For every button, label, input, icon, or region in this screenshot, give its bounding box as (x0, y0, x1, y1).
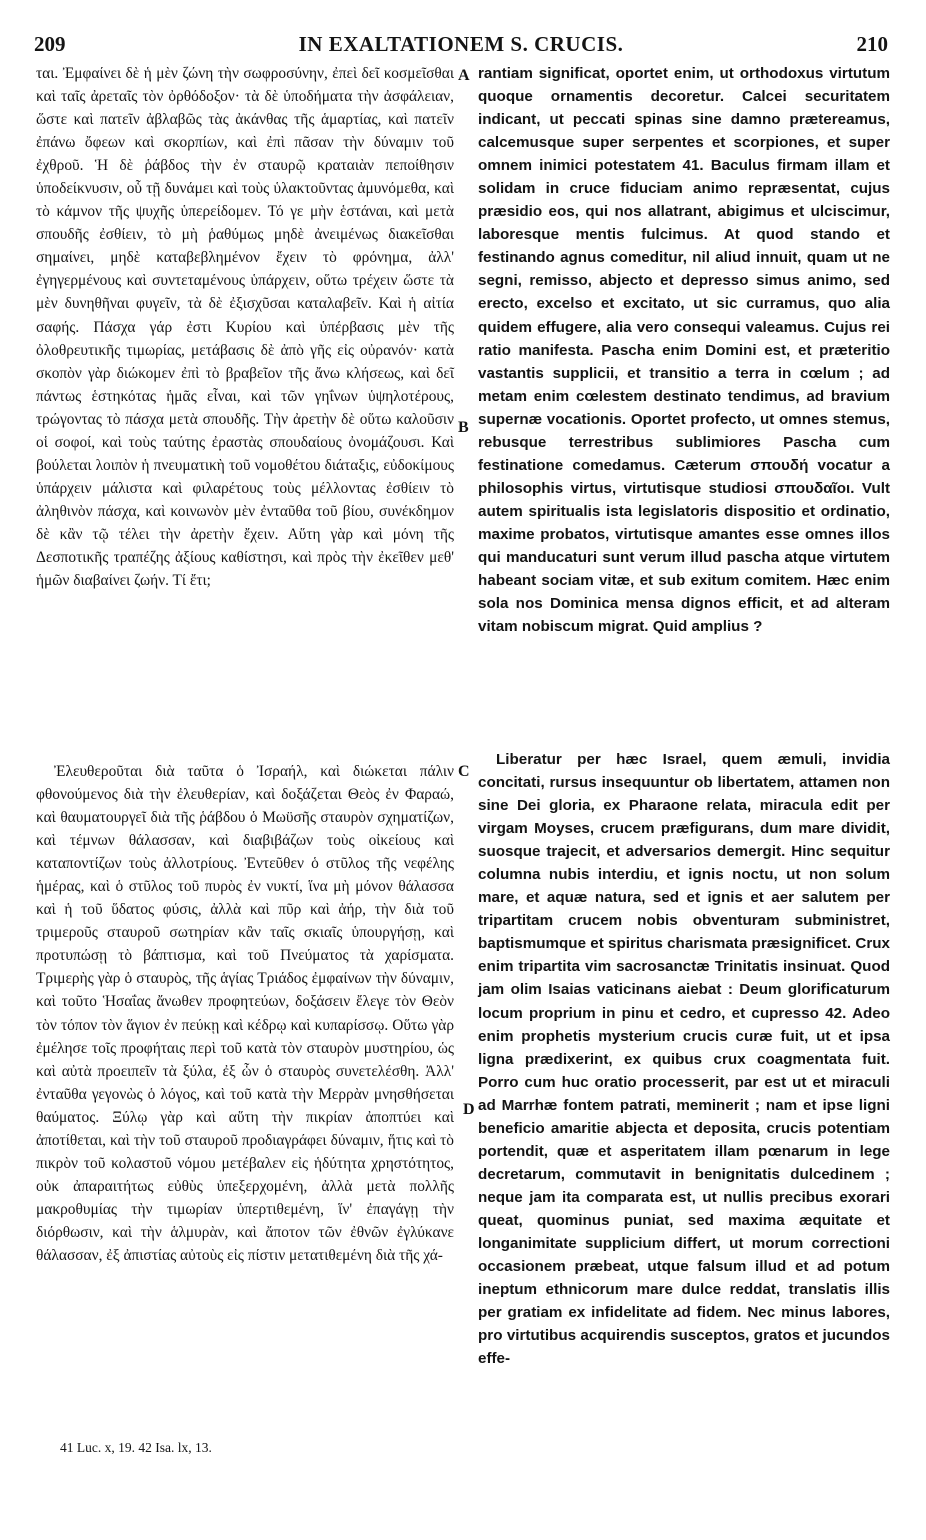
running-title: IN EXALTATIONEM S. CRUCIS. (298, 32, 624, 56)
latin-column-top (478, 62, 890, 638)
margin-letter-a: A (458, 67, 470, 84)
greek-paragraph-2: Ἐλευθεροῦται διὰ ταῦτα ὁ Ἰσραήλ, καὶ διώκεται πάλιν φθονούμενος διὰ τὴν ἐλευθερίαν, καὶ δοξάζεται Θεὸς ἐν Φαραώ, καὶ θαυματουργεῖ διὰ τῆς ῥάβδου ὁ Μωϋσῆς σταυρὸν σχηματίζων, καὶ τέμνων θάλασσαν, καὶ διαβιβάζων τοὺς οἰκείους καὶ καταποντίζων τοὺς ἀλλοτρίους. Ἐντεῦθεν ὁ στῦλος τῆς νεφέλης ἡμέρας, καὶ ὁ στῦλος τοῦ πυρὸς ἐν νυκτί, ἵνα μὴ μόνον θάλασσα καὶ ἡ τοῦ ὕδατος φύσις, ἀλλὰ καὶ πῦρ καὶ ἀήρ, τὴν διὰ τοῦ τριμεροῦς σταυροῦ σωτηρίαν κἂν ταῖς σκιαῖς ὑπουργήσῃ, καὶ προτυπώσῃ τὸ βάπτισμα, καὶ τοῦ Πνεύματος τὰ χαρίσματα. Τριμερὴς γὰρ ὁ σταυρὸς, τῆς ἁγίας Τριάδος ἐμφαίνων τὴν δύναμιν, καὶ τοῦτο Ἡσαΐας ἄνωθεν προφητεύων, δοξάσειν ἔλεγε τὸν Θεὸν τὸν τόπον τὸν ἅγιον ἐν πεύκῃ καὶ κέδρῳ καὶ κυπαρίσσῳ. Οὕτω γὰρ ἐμέλησε τοῖς προφήταις περὶ τοῦ κατὰ τὸν σταυρὸν μυστηρίου, ὡς καὶ αὐτὰ προειπεῖν τὰ ξύλα, ἐξ ὧν ὁ σταυρὸς συνετελέσθη. Ἀλλ' ἐνταῦθα γεγονὼς ὁ λόγος, καὶ τοῦ κατὰ τὴν Μερρὰν μνησθήσεται θαύματος. Ξύλῳ γὰρ καὶ αὕτη τὴν πικρίαν ἀποπτύει καὶ ἀποτίθεται, καὶ τὴν τοῦ σταυροῦ προδιαγράφει δύναμιν, ἥτις καὶ τὸ πικρὸν τοῦ κολαστοῦ νόμου μετέβαλεν εἰς ἡδύτητα χρηστότητος, οὐκ ἀπαραιτήτως εὐθὺς ὑπεξερχομένη, ἀλλὰ μετὰ πολλῆς μακροθυμίας τὴν τιμωρίαν ὑπερτιθεμένη, ἵν' ἐπαγάγῃ τὴν διόρθωσιν, καὶ τὴν ἁλμυρὰν, καὶ ἄποτον τῶν ἐθνῶν ἐγλύκανε θάλασσαν, ἐξ ἀπιστίας αὐτοὺς εἰς πίστιν μετατιθεμένη διὰ τῆς χά- (36, 763, 454, 1264)
greek-column-bottom (36, 760, 454, 1267)
page-header (34, 30, 888, 58)
footnotes: 41 Luc. x, 19. 42 Isa. lx, 13. (60, 1440, 212, 1455)
page-number-left: 209 (34, 32, 66, 56)
margin-letter-d: D (463, 1101, 475, 1118)
margin-letter-c: C (458, 763, 470, 780)
page-number-right: 210 (856, 32, 888, 56)
latin-paragraph-2: Liberatur per hæc Israel, quem æmuli, invidia concitati, rursus insequuntur ob libertatem, attamen non sine Dei gloria, ex Pharaone relata, miracula edit per virgam Moyses, crucem præfigurans, dum mare dividit, suosque trajecit, et adversarios demergit. Hinc sequitur columna nubis interdiu, et ignis noctu, ut non solum mare, et aquæ natura, sed et ignis et aer salutem per tripartitam crucem nobis obventuram subministret, baptismumque et spiritus charismata præsignificet. Crux enim tripartita vim sacrosanctæ Trinitatis insinuat. Quod jam olim Isaias vaticinans aiebat : Deum glorificaturum locum proprium in pinu et cedro, et cupresso 42. Adeo enim prophetis mysterium crucis curæ fuit, ut et ipsa ligna prædixerint, ex quibus crux coagmentata fuit. Porro cum huc oratio processerit, par est ut et miraculi ad Marrhæ fontem patrati, meminerit ; nam et ipse ligni beneficio amaritie abjecta et deposita, crucis potentiam portendit, quæ et asperitatem illam pœnarum in lege decretarum, commutavit in benignitatis dulcedinem ; neque jam ita comparata est, ut nullis precibus exorari queat, quominus puniat, sed maxima æquitate et longanimitate supplicium differt, ut morum correctioni occasionem præbeat, utque falsum illud et ad potum ineptum ethnicorum mare dulce reddat, translatis illis per gratiam ex infidelitate ad fidem. Nec minus labores, pro virtutibus acquirendis susceptos, gratos et jucundos effe- (478, 751, 890, 1368)
greek-paragraph-1: ται. Ἐμφαίνει δὲ ἡ μὲν ζώνη τὴν σωφροσύνην, ἐπεὶ δεῖ κοσμεῖσθαι καὶ ταῖς ἀρεταῖς τὸν ὀρθόδοξον· τὰ δὲ ὑποδήματα τὴν ἀσφάλειαν, ὥστε καὶ πατεῖν ἀβλαβῶς τὰς ἀκάνθας τῆς ἁμαρτίας, καὶ πατεῖν ἐπάνω ὄφεων καὶ σκορπίων, καὶ ἐπὶ πᾶσαν τὴν δύναμιν τοῦ ἐχθροῦ. Ἡ δὲ ῥάβδος τὴν ἐν σταυρῷ κραταιὰν πεποίθησιν ὑποδείκνυσιν, οὗ τῇ δυνάμει καὶ τοὺς ὑλακτοῦντας ἀμυνόμεθα, καὶ τὸ κάμνον τῆς ψυχῆς ὑπερείδομεν. Τό γε μὴν ἑστάναι, καὶ μετὰ σπουδῆς ἐσθίειν, τὸ μὴ ῥαθύμως μηδὲ ἀνειμένως διακεῖσθαι σημαίνει, μηδὲ καταβεβλημένον ἔχειν τὸ φρόνημα, ἀλλ' ἐγηγερμένους καὶ συντεταμένους ὑπάρχειν, οὕτω τρέχειν ὥστε τὰ μὲν δυνηθῆναι φυγεῖν, τὰ δὲ ἐξισχῦσαι καταλαβεῖν. Καὶ ἡ αἰτία σαφής. Πάσχα γάρ ἐστι Κυρίου καὶ ὑπέρβασις μὲν τῆς ὀλοθρευτικῆς τιμωρίας, μετάβασις δὲ ἀπὸ γῆς εἰς οὐρανόν· κατὰ σκοπὸν γὰρ διώκομεν ἐπὶ τὸ βραβεῖον τῆς ἄνω κλήσεως, καὶ δεῖ πάντως ἑστηκότας ἡμᾶς εἶναι, καὶ τῶν γηΐνων ὑψηλοτέρους, τρώγοντας τὸ πάσχα μετὰ σπουδῆς. Τὴν ἀρετὴν δὲ οὕτω καλοῦσιν οἱ σοφοί, καὶ τοὺς ταύτης ἐραστὰς σπουδαίους ὀνομάζουσι. Καὶ βούλεται λοιπὸν ἡ πνευματικὴ τοῦ νομοθέτου διάταξις, εὐδοκίμους ὑπάρχειν μάλιστα καὶ φιλαρέτους τοὺς μέλλοντας ἐσθίειν τὸ ἀληθινὸν πάσχα, καὶ κοινωνὸν μὲν ἐνταῦθα τοῦ βίου, συνέκδημον δὲ κἂν τῷ τέλει τὴν ἀρετὴν ἔχειν. Αὕτη γὰρ καὶ μόνη τῆς Δεσποτικῆς τραπέζης ἀξίους καθίστησι, καὶ πρὸς τὴν ἐκεῖθεν μεθ' ἡμῶν διαβαίνει ζωήν. Τί ἔτι; (36, 65, 454, 590)
greek-column-top (36, 62, 454, 592)
latin-column-bottom (478, 748, 890, 1370)
latin-paragraph-1: rantiam significat, oportet enim, ut orthodoxus virtutum quoque ornamentis decoretur. Calcei securitatem indicant, ut peccati spinas sine damno prætereamus, calcemusque super serpentes et scorpiones, et super omnem inimici potestatem 41. Baculus firmam illam et solidam in cruce fiduciam animo repræsentat, cujus præsidio eos, qui nos allatrant, abigimus et ulciscimur, laboresque mentis fulcimus. At quod stando et festinando agnus comeditur, nil aliud innuit, quam ut ne segni, remisso, abjecto et depresso simus animo, sed erecto, excelso et excitato, ut sic curramus, quo alia quidem effugere, alia vero consequi valeamus. Cujus rei ratio manifesta. Pascha enim Domini est, et præteritio vastantis supplicii, et transitio a terra in cœlum ; ad metam enim cœlestem destinato tendimus, ad bravium supernæ vocationis. Oportet profecto, ut omnes stemus, rebusque terrestribus sublimiores Pascha cum festinatione comedamus. Cæterum σπουδή vocatur a philosophis virtus, virtutisque studiosi σπουδαῖοι. Vult autem spiritualis ista legislatoris dispositio et ordinatio, maxime probatos, virtutisque amantes esse omnes illos qui manducaturi sunt verum illud pascha atque virtutem habeant sociam vitæ, et sub exitum comitem. Hæc enim sola nos Dominica mensa dignos efficit, et ad alteram vitam nobiscum migrat. Quid amplius ? (478, 65, 890, 636)
margin-letter-b: B (458, 419, 469, 436)
